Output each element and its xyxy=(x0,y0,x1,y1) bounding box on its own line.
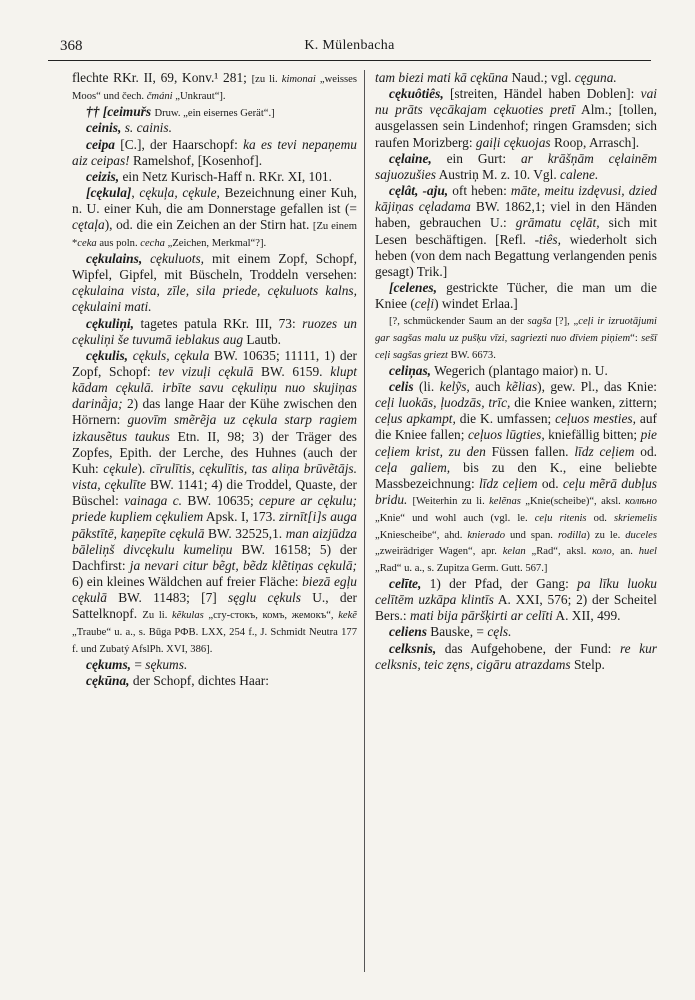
dictionary-entry: celksnis, das Aufgehobene, der Fund: re kur celksnis, teic zęns, cigāru atrazdams Stelp. xyxy=(375,640,657,672)
dictionary-entry: [celenes, gestrickte Tücher, die man um die Kniee (ceļi) windet Erlaa.] xyxy=(375,280,657,312)
dictionary-entry: cęlât, -aju, oft heben: māte, meitu izdęvusi, dzied kājiņas cęladama BW. 1862,1; viel in den Händen haben, gebrauchen U.: grāmatu cęlāt, sich mit Lesen beschäftigen. [Refl. -tiês, wiederholt sich heben (von dem nach Begattung verlangenden penis gesagt) Trik.] xyxy=(375,183,658,279)
dictionary-entry: ceipa [C.], der Haarschopf: ka es tevi nepaņemu aiz ceipas! Ramelshof, [Kosenhof]. xyxy=(72,136,357,168)
entry-continuation: tam biezi mati kā cękūna Naud.; vgl. cęguna. xyxy=(375,70,617,85)
dictionary-entry: ceinis, s. cainis. xyxy=(86,120,172,136)
entry-continuation: flechte RKr. II, 69, Konv.¹ 281; [zu li. kimonai „weisses Moos“ und čech. čmáni „Unkraut“]. xyxy=(72,70,357,102)
dictionary-entry: celiens Bauske, = cęls. xyxy=(389,624,512,640)
dictionary-entry: cękūna, der Schopf, dichtes Haar: xyxy=(86,672,269,688)
page-number: 368 xyxy=(60,38,83,54)
dictionary-entry: celīte, 1) der Pfad, der Gang: pa līku luoku celītēm uzkāpa klintīs A. XXI, 576; 2) der Scheitel Bers.: mati bija pāršķirti ar celīti A. XII, 499. xyxy=(375,575,657,624)
dictionary-entry: cęlaine, ein Gurt: ar krāšņām cęlainēm sajuozušies Austriņ M. z. 10. Vgl. calene. xyxy=(375,150,657,182)
dictionary-entry: cękulains, cękuluots, mit einem Zopf, Schopf, Wipfel, Gipfel, mit Büscheln, Troddeln versehen: cękulaina vista, zīle, sila priede, cękuluots kalns, cękulaini mati. xyxy=(72,250,357,315)
dictionary-entry: celis (li. kelỹs, auch kẽlias), gew. Pl., das Knie: ceļi luokās, ļuodzās, trīc, die Kniee wanken, zittern; ceļus apkampt, die K. umfassen; ceļuos mesties, auf die Kniee fallen; ceļuos lūgties, kniefällig bitten; pie ceļiem krist, zu den Füssen fallen. līdz ceļiem od. ceļa galiem, bis zu den K., eine beliebte Massbezeichnung: līdz ceļiem od. ceļu mẽrā dubļus bridu. [Weiterhin zu li. kelẽnas „Knie(scheibe)“, aksl. колѣно „Knie“ und wohl auch (vgl. le. ceļu ritenis od. skriemelis „Kniescheibe“, ahd. knierado und span. rodilla) zu le. duceles „zweirädriger Wagen“, apr. kelan „Rad“, aksl. коло, an. huel „Rad“ u. a., s. Zupitza Germ. Gutt. 567.] xyxy=(375,378,657,575)
dictionary-entry: ceizis, ein Netz Kurisch-Haff n. RKr. XI, 101. xyxy=(86,168,332,184)
dictionary-entry: celiņas, Wegerich (plantago maior) n. U. xyxy=(389,362,608,378)
dictionary-entry: cękuliņi, tagetes patula RKr. III, 73: ruozes un cękuliņi še tuvumā ieblakus aug Lautb. xyxy=(72,315,357,347)
running-title: K. Mülenbacha xyxy=(304,38,395,53)
column-divider xyxy=(364,70,365,972)
left-column xyxy=(72,70,357,972)
page-header xyxy=(48,38,651,61)
dictionary-entry: cękulis, cękuls, cękula BW. 10635; 11111, 1) der Zopf, Schopf: tev vizuļi cękulā BW. 6159. klupt kādam cękulā. irbīte savu cękuliņu nuo skujiņas darinā̀ja; 2) das lange Haar der Kühe zwischen den Hörnern: guovīm smẽrẽja uz cękula starp ragiem izkausẽtus taukus Etn. II, 98; 3) der Träger des Zopfes, Epith. der Lerche, des Huhnes (auch der Kuh: cękule). cīrulītis, cękulītis, tas aliņa brūvẽtājs. vista, cękulīte BW. 1141; 4) die Troddel, Quaste, der Büschel: vainaga c. BW. 10635; cepure ar cękulu; priede kupliem cękuliem Apsk. I, 173. zirnīt[i]s auga pākstītē, kaņepīte cękulā BW. 32525,1. man aizjūdza bāleliņš divcękulu kumeliņu BW. 16158; 5) der Dachfirst: ja nevari citur bẽgt, bẽdz klẽtiņas cękulā; 6) ein kleines Wäldchen auf freier Fläche: biezā egļu cękulā BW. 11483; [7] sęglu cękuls U., der Sattelknopf. Zu li. kẽkulas „cry-стокъ, комъ, жемокъ“, kekẽ „Traube“ u. a., s. Būga РФВ. LXX, 254 f., J. Schmidt Neutra 177 f. und Zubatý AfslPh. XVI, 386]. xyxy=(72,347,358,655)
right-column xyxy=(375,70,657,972)
dictionary-entry: cękums, = sękums. xyxy=(86,656,188,672)
dictionary-entry: [?, schmückender Saum an der sagša [?], „ceļi ir izruotājumi gar sagšas malu uz pušķu vīzi, sagriezti nuo dīviem piņiem“: sešī ceļi sagšas griezt BW. 6673. xyxy=(375,316,657,361)
dictionary-entry: [cękula], cękuļa, cękule, Bezeichnung einer Kuh, n. U. einer Kuh, die am Donnerstage gefallen ist (= cętaļa), od. die ein Zeichen an der Stirn hat. [Zu einem *ceka aus poln. cecha „Zeichen, Merkmal“?]. xyxy=(72,185,357,250)
dictionary-entry: †† [ceimuřs Druw. „ein eisernes Gerät“.] xyxy=(86,103,275,119)
dictionary-entry: cękuôtiês, [streiten, Händel haben Doblen]: vai nu prāts vęcākajam cękuoties pretī Alm.; [tollen, ausgelassen sein Lindenhof; ringen Gramsden; sich raufen Morizberg: gaiļi cękuojas Roop, Arrasch]. xyxy=(375,86,657,150)
